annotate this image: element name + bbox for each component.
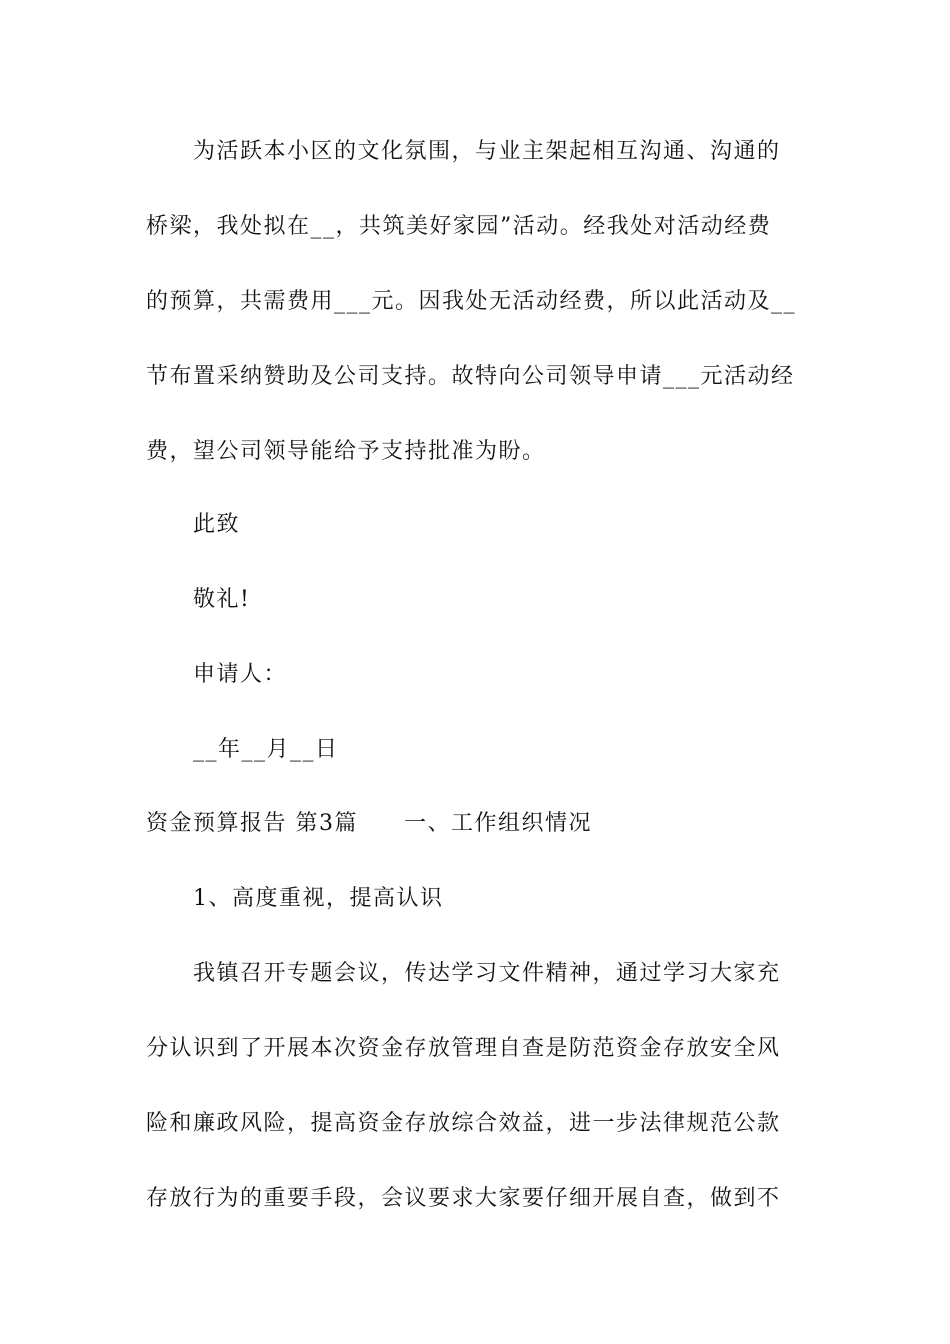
paragraph-2-line-2: 分认识到了开展本次资金存放管理自查是防范资金存放安全风 [146,1036,781,1061]
paragraph-1-line-3: 的预算，共需费用___元。因我处无活动经费，所以此活动及__ [146,289,797,314]
paragraph-2-line-4: 存放行为的重要手段，会议要求大家要仔细开展自查，做到不 [146,1186,781,1211]
item-1-heading: 1、高度重视，提高认识 [193,886,444,911]
paragraph-1-line-4: 节布置采纳赞助及公司支持。故特向公司领导申请___元活动经 [146,364,795,389]
paragraph-1-line-5: 费，望公司领导能给予支持批准为盼。 [146,439,546,464]
paragraph-2-line-3: 险和廉政风险，提高资金存放综合效益，进一步法律规范公款 [146,1111,781,1136]
section-subtitle: 一、工作组织情况 [404,811,593,836]
paragraph-1-line-2: 桥梁，我处拟在__，共筑美好家园”活动。经我处对活动经费 [146,214,772,239]
closing: 敬礼! [193,587,251,612]
applicant-label: 申请人： [193,662,288,687]
section-title: 资金预算报告 第3篇 [146,811,358,836]
paragraph-1-line-1: 为活跃本小区的文化氛围，与业主架起相互沟通、沟通的 [193,139,781,164]
section-heading [146,809,816,839]
paragraph-2-line-1: 我镇召开专题会议，传达学习文件精神，通过学习大家充 [193,961,781,986]
salutation: 此致 [193,512,241,537]
date-line: __年__月__日 [193,737,339,762]
